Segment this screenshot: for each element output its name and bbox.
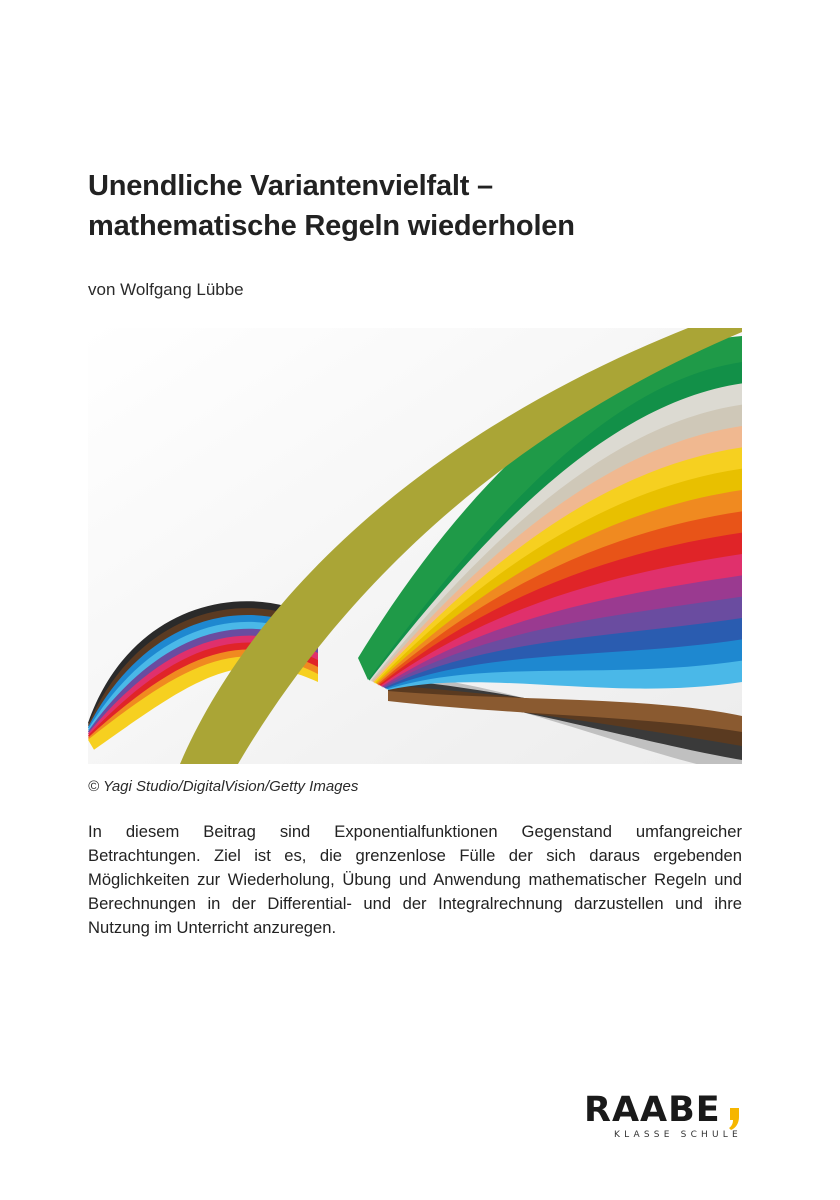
author-byline: von Wolfgang Lübbe: [88, 280, 244, 299]
abstract-text: In diesem Beitrag sind Exponentialfunktionen Gegenstand umfangreicher Betrachtungen. Ziel ist es, die grenzenlose Fülle der sich daraus ergebenden Möglichkeiten zur Wiederholung, Übung und Anwendung mathematischer Regeln und Berechnungen in der Differential- und der Integralrechnung darzustellen und ihre Nutzung im Unterricht anzuregen.: [88, 822, 742, 937]
cover-photo: [88, 328, 742, 764]
logo-wordmark: RAABE: [584, 1090, 721, 1130]
fanned-paper-strips-icon: [88, 328, 742, 764]
logo-tagline: KLASSE SCHULE: [614, 1130, 742, 1140]
raabe-logo: [584, 1090, 754, 1150]
document-title: [88, 166, 768, 246]
title-line-2: mathematische Regeln wiederholen: [88, 210, 575, 242]
logo-comma-icon: [729, 1108, 739, 1130]
title-line-1: Unendliche Variantenvielfalt –: [88, 170, 493, 202]
image-credit: © Yagi Studio/DigitalVision/Getty Images: [88, 778, 359, 795]
